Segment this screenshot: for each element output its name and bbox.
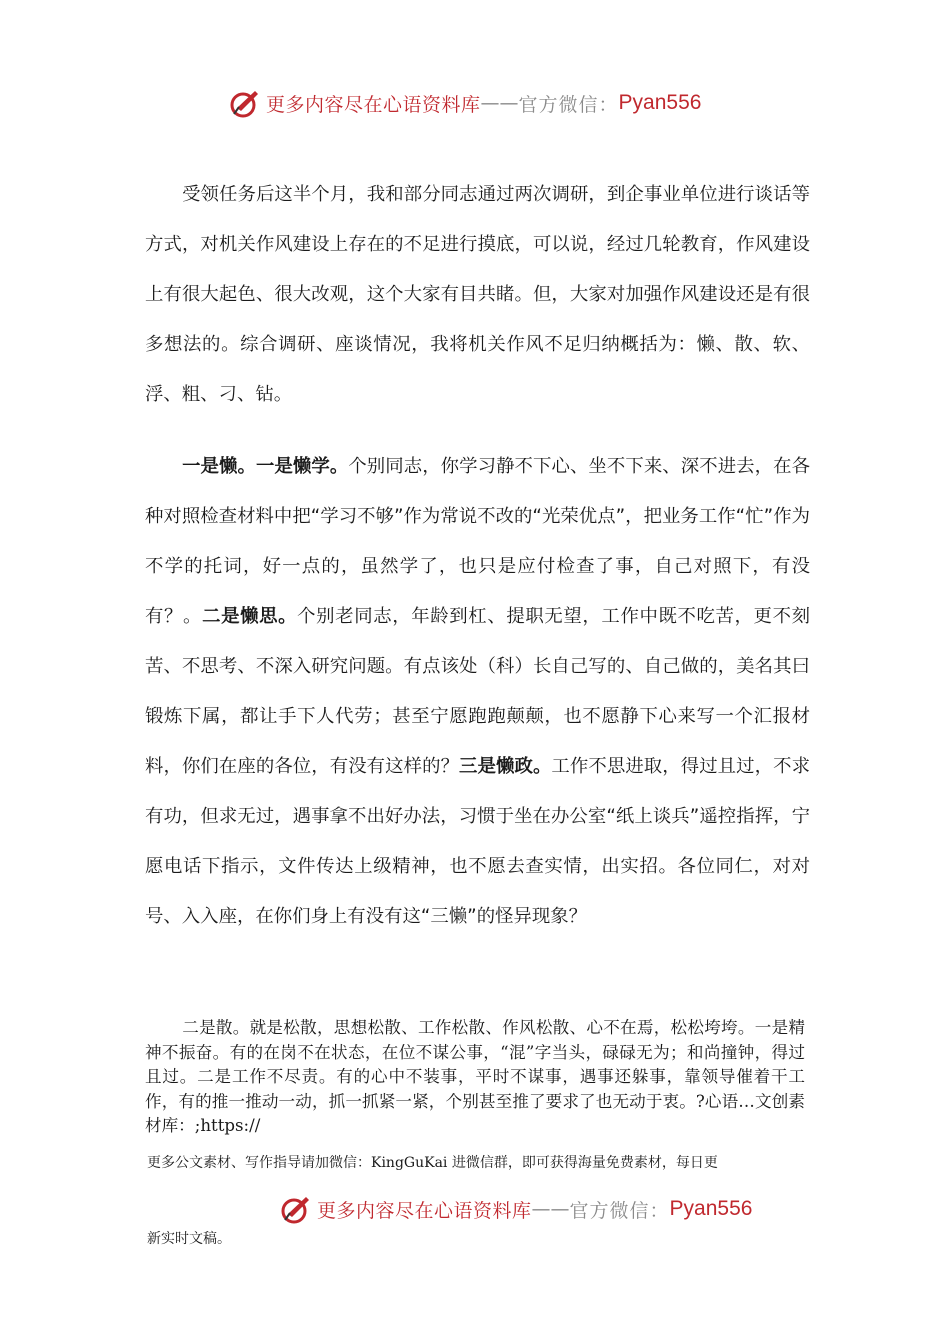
paragraph-intro (145, 170, 810, 420)
paragraph-intro-text: 受领任务后这半个月，我和部分同志通过两次调研，到企事业单位进行谈话等方式，对机关作风建设上存在的不足进行摸底，可以说，经过几轮教育，作风建设上有很大起色、很大改观，这个大家有目共睹。但，大家对加强作风建设还是有很多想法的。综合调研、座谈情况，我将机关作风不足归纳概括为：懒、散、软、浮、粗、刁、钻。 (145, 184, 810, 405)
banner-dash: —— (531, 1198, 570, 1220)
footer-line-1: 更多公文素材、写作指导请加微信：KingGuKai 进微信群，即可获得海量免费素材，每日更 (147, 1155, 718, 1171)
footer-line-2: 新实时文稿。 (147, 1231, 231, 1247)
banner-wechat-label: 官方微信： (569, 1199, 670, 1222)
banner-dash: —— (480, 92, 519, 114)
banner-wechat-label: 官方微信： (518, 93, 619, 116)
heading-lazy-govern: 三是懒政。 (459, 756, 552, 777)
banner-wechat-id: Pyan556 (618, 91, 702, 114)
text-lazy-govern: 工作不思进取，得过且过，不求有功，但求无过，遇事拿不出好办法，习惯于坐在办公室“纸上谈兵”遥控指挥，宁愿电话下指示，文件传达上级精神，也不愿去查实情，出实招。各位同仁，对对号、入入座，在你们身上有没有这“三懒”的怪异现象？ (145, 756, 810, 927)
banner-brand: 更多内容尽在心语资料库 (317, 1199, 532, 1222)
footer-banner (279, 1192, 752, 1226)
heading-lazy-think: 二是懒思。 (202, 606, 298, 627)
heading-lazy: 一是懒。一是懒学。 (182, 456, 349, 477)
paragraph-loose-text: 二是散。就是松散，思想松散、工作松散、作风松散、心不在焉，松松垮垮。一是精神不振奋。有的在岗不在状态，在位不谋公事，“混”字当头，碌碌无为；和尚撞钟，得过且过。二是工作不尽责。有的心中不装事，平时不谋事，遇事还躲事，靠领导催着干工作，有的推一推动一动，抓一抓紧一紧，个别甚至推了要求了也无动于衷。?心语…文创素材库：;https:// (145, 1018, 805, 1135)
banner-wechat-id: Pyan556 (669, 1197, 753, 1220)
quill-logo-icon (279, 1192, 313, 1226)
banner-brand: 更多内容尽在心语资料库 (266, 93, 481, 116)
text-lazy-think: 个别老同志，年龄到杠、提职无望，工作中既不吃苦，更不刻苦、不思考、不深入研究问题。有点该处（科）长自己写的、自己做的，美名其曰锻炼下属，都让手下人代劳；甚至宁愿跑跑颠颠，也不愿静下心来写一个汇报材料，你们在座的各位，有没有这样的？ (145, 606, 810, 777)
text-lazy-study: 个别同志，你学习静不下心、坐不下来、深不进去，在各种对照检查材料中把“学习不够”作为常说不改的“光荣优点”，把业务工作“忙”作为不学的托词，好一点的，虽然学了，也只是应付检查了事，自己对照下，有没有？。 (145, 456, 810, 627)
paragraph-lazy (145, 442, 810, 942)
header-banner (228, 86, 701, 120)
quill-logo-icon (228, 86, 262, 120)
paragraph-loose (145, 1016, 805, 1139)
